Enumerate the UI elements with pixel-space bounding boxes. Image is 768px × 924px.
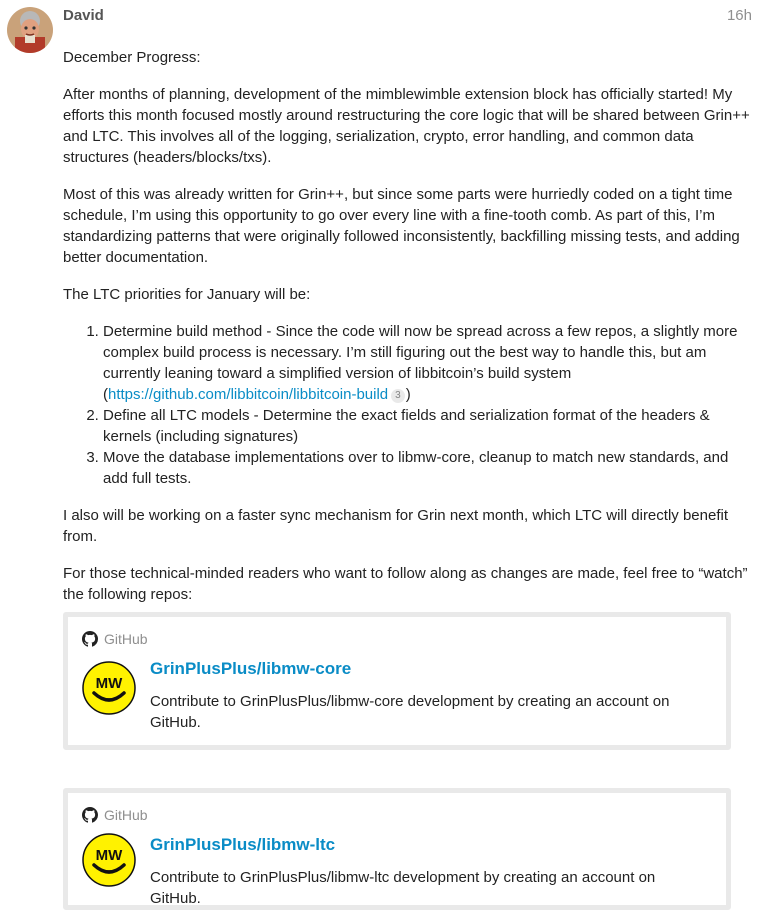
mw-logo-icon	[82, 661, 136, 715]
link-paren: )	[405, 386, 411, 403]
post-paragraph: Most of this was already written for Grin++, but since some parts were hurriedly coded on a tight time schedule, I’m using this opportunity to go over every line with a fine-tooth comb. As part of this, I’m standardizing patterns that were originally followed inconsistently, backfilling missing tests, and adding better documentation.	[63, 186, 740, 266]
github-onebox[interactable]	[63, 788, 731, 910]
list-item	[103, 405, 753, 447]
onebox-description: Contribute to GrinPlusPlus/libmw-core development by creating an account on GitHub.	[150, 693, 670, 731]
post-paragraph: The LTC priorities for January will be:	[63, 286, 311, 303]
avatar[interactable]	[7, 7, 53, 53]
priorities-list	[63, 321, 753, 489]
list-item-text: Determine build method - Since the code will now be spread across a few repos, a slightly more complex build process is necessary. I’m still figuring out the best way to handle this, but am currently leaning toward a simplified version of libbitcoin’s build system	[103, 323, 738, 382]
link-click-count: 3	[391, 389, 405, 403]
github-icon	[82, 807, 98, 823]
list-item-text: Move the database implementations over to libmw-core, cleanup to match new standards, and add full tests.	[103, 449, 729, 487]
list-item	[103, 447, 753, 489]
onebox-source-label: GitHub	[104, 807, 148, 823]
list-item-text: Define all LTC models - Determine the exact fields and serialization format of the headers & kernels (including signatures)	[103, 407, 710, 445]
post-username[interactable]: David	[63, 7, 104, 24]
post-paragraph: I also will be working on a faster sync mechanism for Grin next month, which LTC will directly benefit from.	[63, 507, 728, 545]
post-heading-line: December Progress:	[63, 49, 201, 66]
avatar-image	[7, 7, 53, 53]
onebox-title-link[interactable]: GrinPlusPlus/libmw-ltc	[150, 835, 336, 854]
mw-logo-text: MW	[95, 847, 123, 864]
mw-logo-text: MW	[95, 675, 123, 692]
github-icon	[82, 631, 98, 647]
onebox-title-link[interactable]: GrinPlusPlus/libmw-core	[150, 659, 352, 678]
libbitcoin-build-link[interactable]: https://github.com/libbitcoin/libbitcoin-build	[108, 386, 389, 403]
github-onebox[interactable]	[63, 612, 731, 750]
post-paragraph: After months of planning, development of the mimblewimble extension block has officially started! My efforts this month focused mostly around restructuring the core logic that will be shared between Grin++ and LTC. This involves all of the logging, serialization, crypto, error handling, and common data structures (headers/blocks/txs).	[63, 86, 750, 166]
onebox-source[interactable]	[82, 631, 148, 647]
list-item	[103, 321, 753, 405]
onebox-source-label: GitHub	[104, 631, 148, 647]
post-paragraph: For those technical-minded readers who want to follow along as changes are made, feel free to “watch” the following repos:	[63, 565, 748, 603]
onebox-source[interactable]	[82, 807, 148, 823]
mw-logo-icon	[82, 833, 136, 887]
link-paren: (	[103, 386, 108, 403]
post-body	[63, 47, 753, 621]
onebox-description: Contribute to GrinPlusPlus/libmw-ltc development by creating an account on GitHub.	[150, 869, 656, 907]
post-date[interactable]: 16h	[726, 7, 752, 24]
